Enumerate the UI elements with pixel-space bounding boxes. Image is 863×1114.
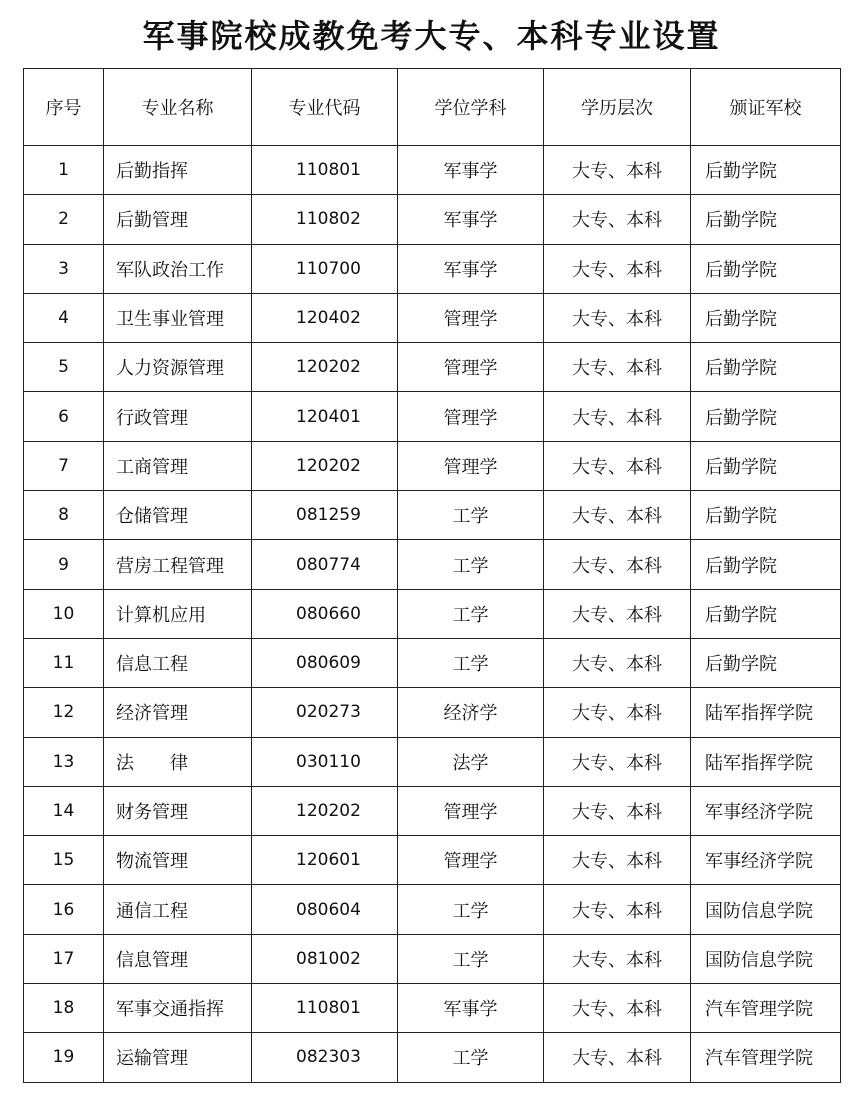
cell-major-code: 080609 xyxy=(252,638,398,687)
table-header-row xyxy=(24,69,841,146)
cell-index: 1 xyxy=(24,146,104,195)
cell-issuing-school: 军事经济学院 xyxy=(691,836,841,885)
cell-major-code: 120402 xyxy=(252,293,398,342)
cell-major-code: 110700 xyxy=(252,244,398,293)
cell-degree-discipline: 军事学 xyxy=(398,244,544,293)
cell-degree-discipline: 军事学 xyxy=(398,195,544,244)
cell-issuing-school: 后勤学院 xyxy=(691,343,841,392)
cell-education-level: 大专、本科 xyxy=(544,786,691,835)
cell-major-name: 运输管理 xyxy=(104,1033,252,1082)
cell-major-name: 仓储管理 xyxy=(104,491,252,540)
cell-degree-discipline: 工学 xyxy=(398,589,544,638)
table-row xyxy=(24,984,841,1033)
cell-education-level: 大专、本科 xyxy=(544,540,691,589)
cell-major-name: 后勤指挥 xyxy=(104,146,252,195)
cell-degree-discipline: 工学 xyxy=(398,540,544,589)
cell-index: 16 xyxy=(24,885,104,934)
cell-major-name: 财务管理 xyxy=(104,786,252,835)
cell-major-name: 通信工程 xyxy=(104,885,252,934)
cell-index: 13 xyxy=(24,737,104,786)
cell-degree-discipline: 工学 xyxy=(398,491,544,540)
table-row xyxy=(24,293,841,342)
cell-education-level: 大专、本科 xyxy=(544,589,691,638)
cell-index: 19 xyxy=(24,1033,104,1082)
cell-education-level: 大专、本科 xyxy=(544,688,691,737)
cell-degree-discipline: 军事学 xyxy=(398,146,544,195)
cell-major-name: 工商管理 xyxy=(104,441,252,490)
cell-issuing-school: 后勤学院 xyxy=(691,244,841,293)
cell-issuing-school: 后勤学院 xyxy=(691,441,841,490)
table-row xyxy=(24,195,841,244)
cell-degree-discipline: 管理学 xyxy=(398,441,544,490)
cell-degree-discipline: 管理学 xyxy=(398,343,544,392)
header-index: 序号 xyxy=(24,69,104,146)
cell-major-code: 120202 xyxy=(252,343,398,392)
cell-major-name: 人力资源管理 xyxy=(104,343,252,392)
cell-education-level: 大专、本科 xyxy=(544,836,691,885)
table-row xyxy=(24,343,841,392)
cell-issuing-school: 后勤学院 xyxy=(691,195,841,244)
cell-major-name: 后勤管理 xyxy=(104,195,252,244)
header-degree-discipline: 学位学科 xyxy=(398,69,544,146)
cell-degree-discipline: 工学 xyxy=(398,885,544,934)
cell-education-level: 大专、本科 xyxy=(544,441,691,490)
cell-education-level: 大专、本科 xyxy=(544,737,691,786)
cell-major-name: 物流管理 xyxy=(104,836,252,885)
cell-issuing-school: 后勤学院 xyxy=(691,293,841,342)
cell-major-name: 经济管理 xyxy=(104,688,252,737)
cell-major-name: 信息工程 xyxy=(104,638,252,687)
cell-degree-discipline: 法学 xyxy=(398,737,544,786)
cell-major-code: 120202 xyxy=(252,786,398,835)
cell-education-level: 大专、本科 xyxy=(544,491,691,540)
cell-education-level: 大专、本科 xyxy=(544,392,691,441)
cell-index: 10 xyxy=(24,589,104,638)
cell-major-code: 120601 xyxy=(252,836,398,885)
cell-education-level: 大专、本科 xyxy=(544,934,691,983)
table-row xyxy=(24,638,841,687)
cell-issuing-school: 国防信息学院 xyxy=(691,885,841,934)
cell-index: 11 xyxy=(24,638,104,687)
page-title: 军事院校成教免考大专、本科专业设置 xyxy=(142,17,721,55)
header-issuing-school: 颁证军校 xyxy=(691,69,841,146)
cell-major-name: 信息管理 xyxy=(104,934,252,983)
table-row xyxy=(24,688,841,737)
cell-issuing-school: 陆军指挥学院 xyxy=(691,737,841,786)
cell-education-level: 大专、本科 xyxy=(544,984,691,1033)
cell-major-code: 030110 xyxy=(252,737,398,786)
cell-major-name: 军队政治工作 xyxy=(104,244,252,293)
cell-index: 3 xyxy=(24,244,104,293)
cell-index: 5 xyxy=(24,343,104,392)
cell-degree-discipline: 经济学 xyxy=(398,688,544,737)
cell-major-code: 082303 xyxy=(252,1033,398,1082)
cell-issuing-school: 后勤学院 xyxy=(691,540,841,589)
cell-education-level: 大专、本科 xyxy=(544,343,691,392)
cell-major-code: 110801 xyxy=(252,984,398,1033)
cell-index: 18 xyxy=(24,984,104,1033)
cell-index: 8 xyxy=(24,491,104,540)
cell-index: 14 xyxy=(24,786,104,835)
cell-issuing-school: 国防信息学院 xyxy=(691,934,841,983)
cell-major-name: 军事交通指挥 xyxy=(104,984,252,1033)
cell-issuing-school: 陆军指挥学院 xyxy=(691,688,841,737)
cell-index: 15 xyxy=(24,836,104,885)
cell-major-code: 120202 xyxy=(252,441,398,490)
cell-index: 17 xyxy=(24,934,104,983)
table-row xyxy=(24,244,841,293)
table-row xyxy=(24,737,841,786)
cell-major-code: 080660 xyxy=(252,589,398,638)
cell-degree-discipline: 管理学 xyxy=(398,293,544,342)
table-row xyxy=(24,786,841,835)
table-row xyxy=(24,441,841,490)
cell-issuing-school: 汽车管理学院 xyxy=(691,984,841,1033)
cell-degree-discipline: 军事学 xyxy=(398,984,544,1033)
cell-issuing-school: 汽车管理学院 xyxy=(691,1033,841,1082)
cell-education-level: 大专、本科 xyxy=(544,244,691,293)
majors-table xyxy=(23,68,841,1083)
cell-degree-discipline: 管理学 xyxy=(398,786,544,835)
cell-major-code: 020273 xyxy=(252,688,398,737)
cell-index: 9 xyxy=(24,540,104,589)
cell-issuing-school: 军事经济学院 xyxy=(691,786,841,835)
table-row xyxy=(24,540,841,589)
header-major-name: 专业名称 xyxy=(104,69,252,146)
cell-education-level: 大专、本科 xyxy=(544,885,691,934)
cell-major-name: 行政管理 xyxy=(104,392,252,441)
cell-degree-discipline: 工学 xyxy=(398,934,544,983)
cell-index: 7 xyxy=(24,441,104,490)
cell-major-code: 080774 xyxy=(252,540,398,589)
table-row xyxy=(24,934,841,983)
table-row xyxy=(24,589,841,638)
cell-major-code: 080604 xyxy=(252,885,398,934)
cell-index: 12 xyxy=(24,688,104,737)
cell-issuing-school: 后勤学院 xyxy=(691,589,841,638)
table-row xyxy=(24,885,841,934)
cell-education-level: 大专、本科 xyxy=(544,195,691,244)
cell-major-code: 120401 xyxy=(252,392,398,441)
cell-major-name: 营房工程管理 xyxy=(104,540,252,589)
cell-education-level: 大专、本科 xyxy=(544,293,691,342)
table-row xyxy=(24,1033,841,1082)
cell-degree-discipline: 管理学 xyxy=(398,836,544,885)
cell-major-name: 计算机应用 xyxy=(104,589,252,638)
cell-major-code: 081259 xyxy=(252,491,398,540)
cell-degree-discipline: 工学 xyxy=(398,638,544,687)
cell-major-code: 110802 xyxy=(252,195,398,244)
cell-index: 2 xyxy=(24,195,104,244)
cell-degree-discipline: 管理学 xyxy=(398,392,544,441)
header-education-level: 学历层次 xyxy=(544,69,691,146)
cell-index: 4 xyxy=(24,293,104,342)
cell-major-name: 卫生事业管理 xyxy=(104,293,252,342)
cell-major-code: 081002 xyxy=(252,934,398,983)
table-row xyxy=(24,836,841,885)
cell-issuing-school: 后勤学院 xyxy=(691,392,841,441)
cell-major-name: 法 律 xyxy=(104,737,252,786)
cell-education-level: 大专、本科 xyxy=(544,638,691,687)
cell-issuing-school: 后勤学院 xyxy=(691,146,841,195)
cell-education-level: 大专、本科 xyxy=(544,146,691,195)
cell-major-code: 110801 xyxy=(252,146,398,195)
header-major-code: 专业代码 xyxy=(252,69,398,146)
cell-education-level: 大专、本科 xyxy=(544,1033,691,1082)
table-row xyxy=(24,491,841,540)
cell-issuing-school: 后勤学院 xyxy=(691,491,841,540)
cell-degree-discipline: 工学 xyxy=(398,1033,544,1082)
cell-issuing-school: 后勤学院 xyxy=(691,638,841,687)
cell-index: 6 xyxy=(24,392,104,441)
table-row xyxy=(24,392,841,441)
table-row xyxy=(24,146,841,195)
